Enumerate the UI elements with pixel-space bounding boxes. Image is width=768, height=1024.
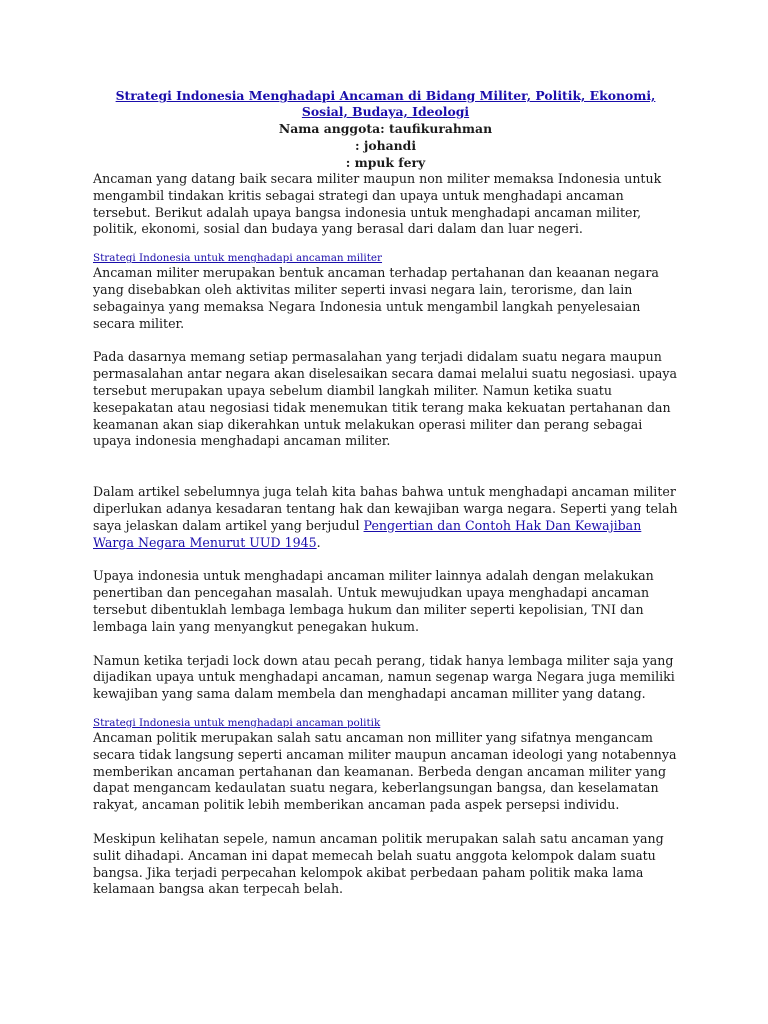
intro-paragraph: Ancaman yang datang baik secara militer maupun non militer memaksa Indonesia untuk mengambil tindakan kritis sebagai strategi dan upaya untuk menghadapi ancaman tersebut. Berikut adalah upaya bangsa indonesia untuk menghadapi ancaman militer, politik, ekonomi, sosial dan budaya yang berasal dari dalam dan luar negeri. xyxy=(93,171,662,237)
section-politik-link[interactable]: Strategi Indonesia untuk menghadapi ancaman politik xyxy=(93,716,381,729)
document-title-link[interactable]: Strategi Indonesia Menghadapi Ancaman di Bidang Militer, Politik, Ekonomi, Sosial, Budaya, Ideologi xyxy=(115,88,656,119)
document-page xyxy=(93,88,678,898)
section-militer-link[interactable]: Strategi Indonesia untuk menghadapi ancaman militer xyxy=(93,252,383,265)
militer-paragraph-4: Upaya indonesia untuk menghadapi ancaman militer lainnya adalah dengan melakukan penertiban dan pencegahan masalah. Untuk mewujudkan upaya menghadapi ancaman tersebut dibentuklah lembaga lembaga hukum dan militer seperti kepolisian, TNI dan lembaga lain yang menyangkut penegakan hukum. xyxy=(93,568,654,634)
politik-paragraph-1: Ancaman politik merupakan salah satu ancaman non milliter yang sifatnya mengancam secara tidak langsung seperti ancaman militer maupun ancaman ideologi yang notabennya memberikan ancaman pertahanan dan keamanan. Berbeda dengan ancaman militer yang dapat mengancam kedaulatan suatu negara, keberlangsungan bangsa, dan keselamatan rakyat, ancaman politik lebih memberikan ancaman pada aspek persepsi individu. xyxy=(93,729,677,813)
militer-paragraph-5: Namun ketika terjadi lock down atau pecah perang, tidak hanya lembaga militer saja yang dijadikan upaya untuk menghadapi ancaman, namun segenap warga Negara juga memiliki kewajiban yang sama dalam membela dan menghadapi ancaman milliter yang datang. xyxy=(93,652,675,702)
militer-paragraph-3-text: Dalam artikel sebelumnya juga telah kita bahas bahwa untuk menghadapi ancaman militer diperlukan adanya kesadaran tentang hak dan kewajiban warga negara. Seperti yang telah saya jelaskan dalam artikel yang berjudul xyxy=(93,484,678,533)
hak-kewajiban-article-link[interactable]: Pengertian dan Contoh Hak Dan Kewajiban Warga Negara Menurut UUD 1945 xyxy=(93,517,642,550)
militer-paragraph-1: Ancaman militer merupakan bentuk ancaman terhadap pertahanan dan keaanan negara yang disebabkan oleh aktivitas militer seperti invasi negara lain, terorisme, dan lain sebagainya yang memaksa Negara Indonesia untuk mengambil langkah penyelesaian secara militer. xyxy=(93,265,659,331)
member-line-1: Nama anggota: taufikurahman xyxy=(278,121,493,136)
member-line-3: : mpuk fery xyxy=(345,155,426,170)
militer-paragraph-2: Pada dasarnya memang setiap permasalahan yang terjadi didalam suatu negara maupun permasalahan antar negara akan diselesaikan secara damai melalui suatu negosiasi. upaya tersebut merupakan upaya sebelum diambil langkah militer. Namun ketika suatu kesepakatan atau negosiasi tidak menemukan titik terang maka kekuatan pertahanan dan keamanan akan siap dikerahkan untuk melakukan operasi militer dan perang sebagai upaya indonesia menghadapi ancaman militer. xyxy=(93,349,678,449)
member-list xyxy=(93,120,678,171)
member-line-2: : johandi xyxy=(354,138,417,153)
politik-paragraph-2: Meskipun kelihatan sepele, namun ancaman politik merupakan salah satu ancaman yang sulit dihadapi. Ancaman ini dapat memecah belah suatu anggota kelompok dalam suatu bangsa. Jika terjadi perpecahan kelompok akibat perbedaan paham politik maka lama kelamaan bangsa akan terpecah belah. xyxy=(93,830,664,897)
militer-paragraph-3 xyxy=(93,484,678,551)
militer-paragraph-3-end: . xyxy=(316,534,321,550)
